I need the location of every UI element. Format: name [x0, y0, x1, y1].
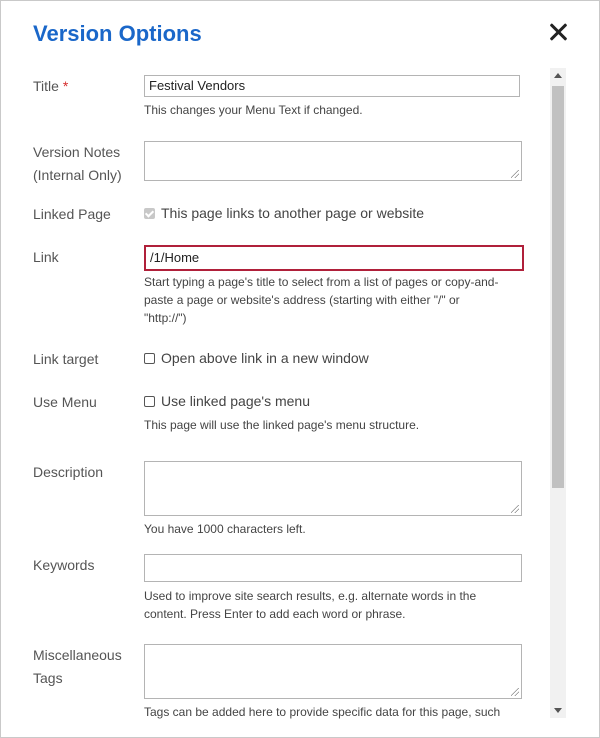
scrollbar-thumb[interactable] — [552, 86, 564, 488]
keywords-help-line2: content. Press Enter to add each word or phrase. — [144, 607, 406, 621]
linked-page-checkbox-label: This page links to another page or website — [161, 205, 425, 221]
link-help-line3: "http://") — [144, 311, 187, 325]
linked-page-checkbox[interactable] — [144, 208, 155, 219]
vertical-scrollbar[interactable] — [550, 68, 566, 718]
resize-grip-icon[interactable] — [511, 170, 519, 178]
scroll-up-arrow-icon[interactable] — [554, 73, 562, 78]
keywords-label: Keywords — [33, 557, 95, 573]
version-notes-label — [33, 141, 122, 187]
use-menu-checkbox[interactable] — [144, 396, 155, 407]
link-label: Link — [33, 249, 59, 265]
form-scroll-area — [1, 63, 600, 738]
link-target-checkbox[interactable] — [144, 353, 155, 364]
keywords-input[interactable] — [144, 554, 522, 582]
link-help-line1: Start typing a page's title to select from a list of pages or copy-and- — [144, 275, 499, 289]
misc-tags-label-line1: Miscellaneous — [33, 647, 122, 663]
link-target-row — [144, 350, 369, 366]
misc-tags-textarea[interactable] — [144, 644, 522, 699]
resize-grip-icon[interactable] — [511, 688, 519, 696]
dialog-title: Version Options — [33, 21, 202, 46]
link-input[interactable]: /1/Home — [144, 245, 524, 271]
title-input[interactable]: Festival Vendors — [144, 75, 520, 97]
scroll-down-arrow-icon[interactable] — [554, 708, 562, 713]
close-icon[interactable] — [545, 19, 571, 45]
title-help: This changes your Menu Text if changed. — [144, 103, 363, 117]
description-help: You have 1000 characters left. — [144, 522, 306, 536]
title-label-text: Title — [33, 78, 59, 94]
link-help — [144, 273, 522, 327]
resize-grip-icon[interactable] — [511, 505, 519, 513]
description-textarea[interactable] — [144, 461, 522, 516]
link-target-label: Link target — [33, 351, 99, 367]
use-menu-label: Use Menu — [33, 394, 97, 410]
use-menu-checkbox-label: Use linked page's menu — [161, 393, 310, 409]
linked-page-row — [144, 205, 424, 221]
misc-tags-help: Tags can be added here to provide specific data for this page, such — [144, 705, 501, 719]
misc-tags-label-line2: Tags — [33, 670, 63, 686]
linked-page-label: Linked Page — [33, 206, 111, 222]
description-label: Description — [33, 464, 104, 480]
version-notes-label-line2: (Internal Only) — [33, 167, 122, 183]
title-label — [33, 75, 68, 98]
link-target-checkbox-label: Open above link in a new window — [161, 350, 369, 366]
keywords-help-line1: Used to improve site search results, e.g. alternate words in the — [144, 589, 477, 603]
misc-tags-label — [33, 644, 122, 690]
use-menu-row — [144, 393, 310, 409]
required-marker: * — [62, 78, 69, 94]
version-notes-label-line1: Version Notes — [33, 144, 121, 160]
link-help-line2: paste a page or website's address (starting with either "/" or — [144, 293, 460, 307]
version-notes-textarea[interactable] — [144, 141, 522, 181]
keywords-help — [144, 587, 522, 623]
use-menu-help: This page will use the linked page's menu structure. — [144, 418, 420, 432]
